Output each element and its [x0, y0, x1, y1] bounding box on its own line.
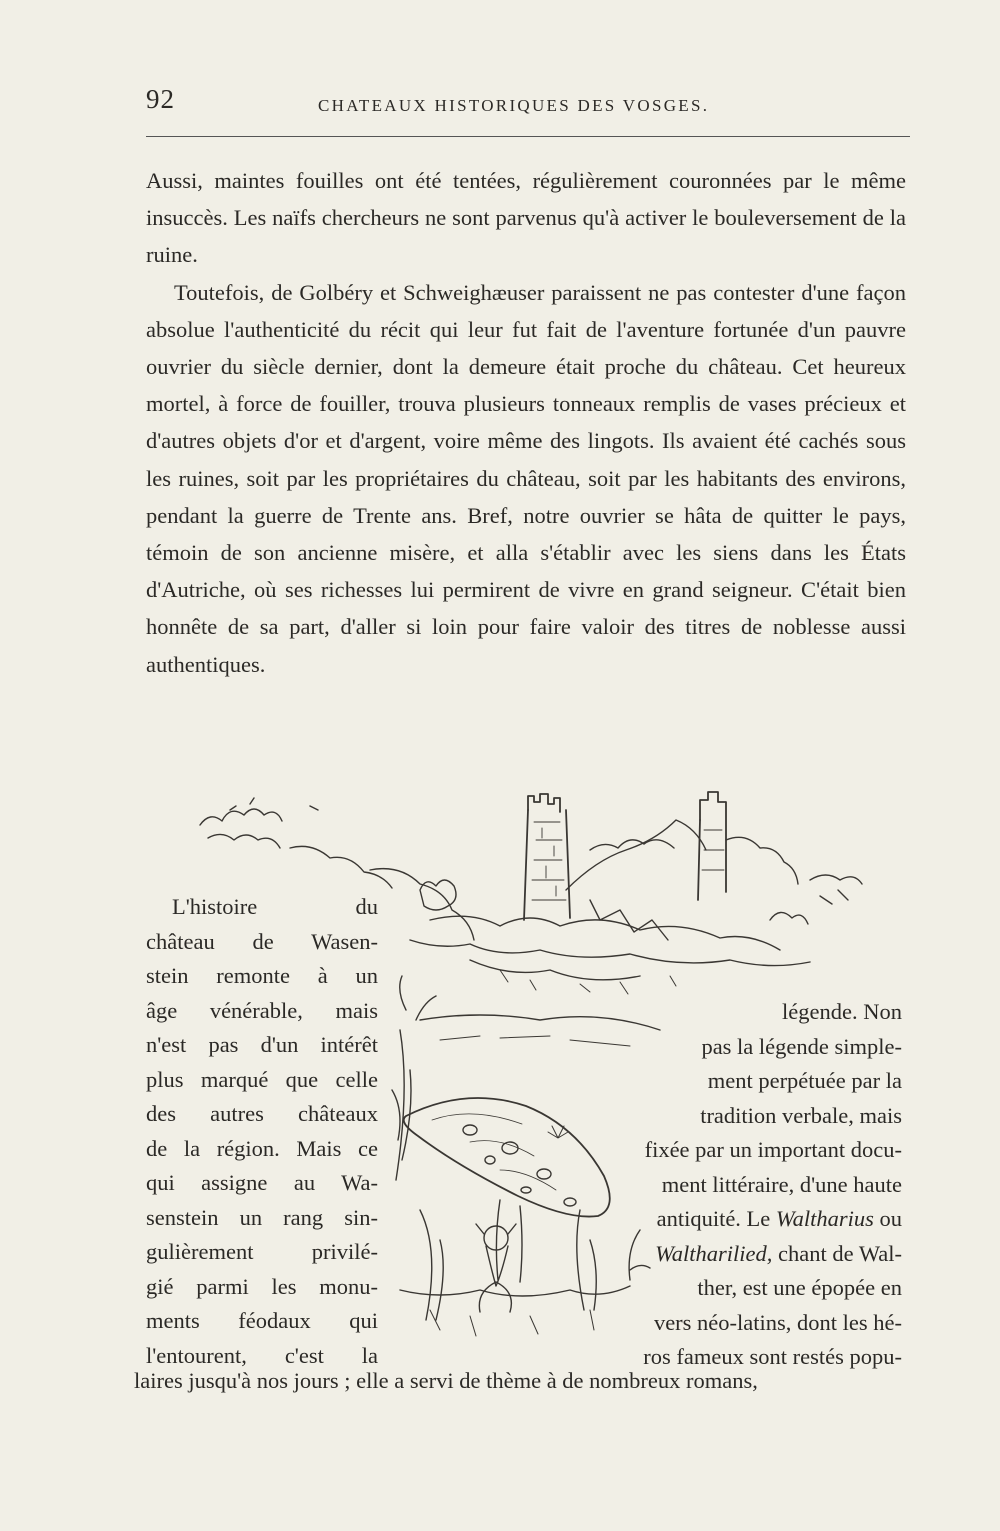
text-line: ros fameux sont restés popu- [643, 1344, 902, 1369]
paragraph-2: Toutefois, de Golbéry et Schweighæuser paraissent ne pas contester d'une façon absolue l'authenticité du récit qui leur fut fait de l'aventure fortunée d'un pauvre ouvrier du siècle dernier, dont la demeure était proche du château. Cet heureux mortel, à force de fouiller, trouva plusieurs tonneaux remplis de vases précieux et d'autres objets d'or et d'argent, voire même des lingots. Ils avaient été cachés sous les ruines, soit par les propriétaires du château, soit par les habitants des environs, pendant la guerre de Trente ans. Bref, notre ouvrier se hâta de quitter le pays, témoin de son ancienne misère, et alla s'établir avec les siens dans les États d'Autriche, où ses richesses lui permirent de vivre en grand seigneur. C'était bien honnête de sa part, d'aller si loin pour faire valoir des titres de noblesse aussi authentiques. [146, 279, 906, 677]
text-line: fixée par un important docu- [644, 1137, 902, 1162]
text-line: ment perpétuée par la [707, 1068, 902, 1093]
wrap-left-column [146, 890, 378, 1373]
title-waltharilied: Waltharilied, [655, 1240, 773, 1266]
text-line: gulièrement privilé- [146, 1239, 378, 1264]
text-line: légende. Non [782, 999, 902, 1024]
text-line: pas la légende simple- [701, 1033, 902, 1059]
text-line: des autres châteaux [146, 1101, 378, 1126]
body-text [146, 162, 906, 683]
text-line: stein remonte à un [146, 963, 378, 988]
running-head: CHATEAUX HISTORIQUES DES VOSGES. [318, 96, 710, 115]
text-line: âge vénérable, mais [146, 997, 378, 1023]
text-line: tradition verbale, mais [700, 1102, 902, 1128]
final-line: laires jusqu'à nos jours ; elle a servi de thème à de nombreux romans, [134, 1368, 758, 1393]
page-number: 92 [146, 84, 175, 114]
text-line: qui assigne au Wa- [146, 1170, 378, 1195]
text-line: plus marqué que celle [146, 1066, 378, 1092]
wrap-right-column [592, 995, 902, 1375]
title-waltharius: Waltharius [775, 1206, 874, 1231]
text-fragment: chant de Wal- [772, 1240, 902, 1266]
text-line: l'entourent, c'est la [146, 1342, 378, 1368]
text-line: de la région. Mais ce [146, 1135, 378, 1161]
text-line: vers néo-latins, dont les hé- [653, 1309, 902, 1335]
paragraph-1: Aussi, maintes fouilles ont été tentées, régulièrement couronnées par le même insuccès. Les naïfs chercheurs ne sont parvenus qu'à activer le bouleversement de la ruine. [146, 168, 906, 268]
text-line-italic-title [592, 1202, 902, 1237]
text-fragment: antiquité. Le [656, 1206, 776, 1231]
text-line: château de Wasen- [146, 928, 378, 954]
text-line: ment littéraire, d'une haute [661, 1171, 902, 1197]
text-line: senstein un rang sin- [146, 1204, 378, 1230]
text-line: L'histoire du [172, 894, 378, 919]
text-line: n'est pas d'un intérêt [146, 1032, 378, 1057]
text-line: gié parmi les monu- [146, 1273, 378, 1299]
text-line: ments féodaux qui [146, 1308, 378, 1333]
text-line-italic-title [592, 1237, 902, 1272]
text-fragment: ou [873, 1206, 902, 1231]
text-line: ther, est une épopée en [697, 1275, 902, 1300]
header-rule [146, 136, 910, 137]
